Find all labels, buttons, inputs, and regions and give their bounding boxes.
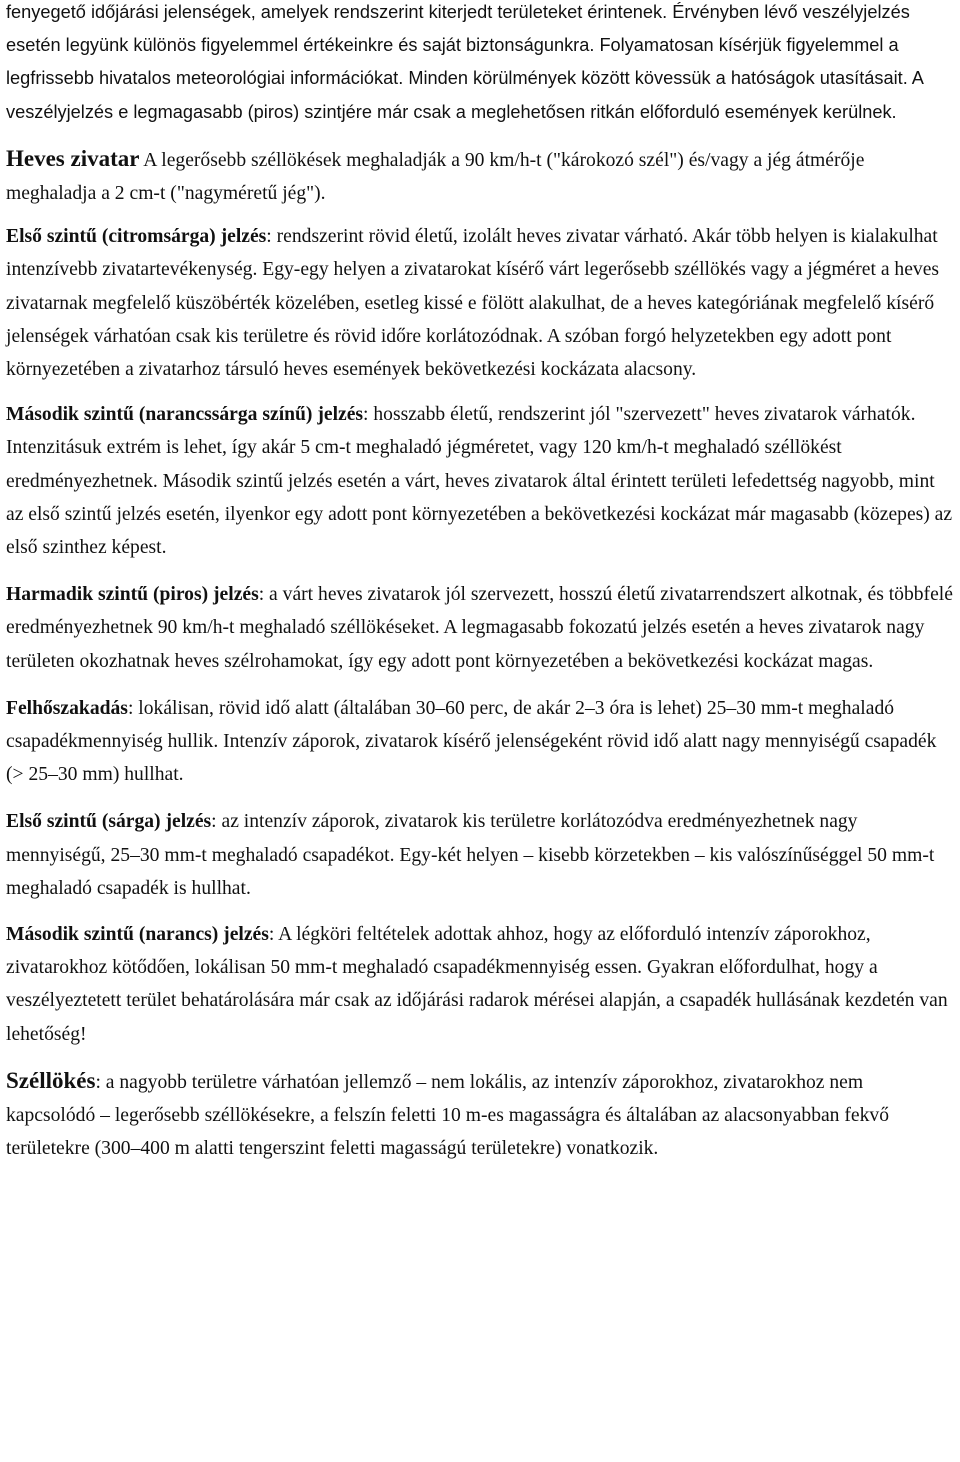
cloudburst-level1-heading: Első szintű (sárga) jelzés bbox=[6, 811, 212, 833]
intro-text: fenyegető időjárási jelenségek, amelyek rendszerint kiterjedt területeket érintenek. Érvényben lévő veszélyjelzés esetén legyünk különös figyelemmel értékeinkre és saját biztonságunkra. Folyamatosan kísérjük figyelemmel a legfrissebb hivatalos meteorológiai információkat. Minden körülmények között kövessük a hatóságok utasításait. A veszélyjelzés e legmagasabb (piros) szintjére már csak a meglehetősen ritkán előforduló események kerülnek. bbox=[6, 2, 923, 122]
storm-level3-heading: Harmadik szintű (piros) jelzés bbox=[6, 584, 259, 606]
document-page bbox=[6, 0, 956, 1166]
cloudburst-text: : lokálisan, rövid idő alatt (általában 30–60 perc, de akár 2–3 óra is lehet) 25–30 mm-t meghaladó csapadékmennyiség hullik. Intenzív záporok, zivatarok kísérő jelenségeként rövid idő alatt nagy mennyiségű csapadék (> 25–30 mm) hullhat. bbox=[6, 697, 937, 786]
storm-definition-paragraph bbox=[6, 142, 956, 210]
gust-text: : a nagyobb területre várhatóan jellemző – nem lokális, az intenzív záporokhoz, zivatarokhoz nem kapcsolódó – legerősebb széllökésekre, a felszín feletti 10 m-es magasságra és általában az alacsonyabban fekvő területekre (300–400 m alatti tengerszint feletti magasságú területekre) vonatkozik. bbox=[6, 1071, 889, 1160]
storm-level1-heading: Első szintű (citromsárga) jelzés bbox=[6, 226, 267, 248]
gust-definition-paragraph bbox=[6, 1064, 956, 1166]
storm-level3-paragraph bbox=[6, 578, 956, 678]
storm-level1-text: : rendszerint rövid életű, izolált heves zivatar várható. Akár több helyen is kialakulhat intenzívebb zivatartevékenység. Egy-egy helyen a zivatarokat kísérő várt legerősebb széllökés vagy a jégméret a heves zivatarnak megfelelő küszöbérték közelében, esetleg kissé e fölött alakulhat, de a heves kategóriának megfelelő kísérő jelenségek várhatóan csak kis területre és rövid időre korlátozódnak. A szóban forgó helyzetekben egy adott pont környezetében a zivatarhoz társuló heves események bekövetkezési kockázata alacsony. bbox=[6, 226, 940, 381]
cloudburst-level1-text: : az intenzív záporok, zivatarok kis területre korlátozódva eredményezhetnek nagy mennyiségű, 25–30 mm-t meghaladó csapadékot. Egy-két helyen – kisebb körzetekben – kis valószínűséggel 50 mm-t meghaladó csapadék is hullhat. bbox=[6, 811, 935, 899]
cloudburst-level2-heading: Második szintű (narancs) jelzés bbox=[6, 924, 269, 946]
storm-text: A legerősebb széllökések meghaladják a 90 km/h-t ("károkozó szél") és/vagy a jég átmérője meghaladja a 2 cm-t ("nagyméretű jég"). bbox=[6, 149, 865, 205]
cloudburst-heading: Felhőszakadás bbox=[6, 697, 128, 719]
cloudburst-level2-paragraph bbox=[6, 918, 956, 1051]
intro-paragraph bbox=[6, 0, 956, 129]
gust-heading: Széllökés bbox=[6, 1067, 96, 1093]
storm-level1-paragraph bbox=[6, 220, 956, 386]
cloudburst-level1-paragraph bbox=[6, 805, 956, 905]
cloudburst-level2-text: : A légköri feltételek adottak ahhoz, hogy az előforduló intenzív záporokhoz, zivatarokhoz kötődően, lokálisan 50 mm-t meghaladó csapadékmennyiség essen. Gyakran előfordulhat, hogy a veszélyeztetett terület behatárolására már csak az időjárási radarok mérései alapján, a csapadék hullásának kezdetén van lehetőség! bbox=[6, 924, 948, 1045]
cloudburst-definition-paragraph bbox=[6, 692, 956, 792]
storm-level2-heading: Második szintű (narancssárga színű) jelzés bbox=[6, 404, 364, 426]
storm-level2-paragraph bbox=[6, 398, 956, 564]
storm-heading: Heves zivatar bbox=[6, 145, 140, 171]
storm-level2-text: : hosszabb életű, rendszerint jól "szervezett" heves zivatarok várhatók. Intenzitásuk extrém is lehet, így akár 5 cm-t meghaladó jégméretet, vagy 120 km/h-t meghaladó széllökést eredményezhetnek. Második szintű jelzés esetén a várt, heves zivatarok által érintett területi lefedettség nagyobb, mint az első szintű jelzés esetén, ilyenkor egy adott pont környezetében a bekövetkezési kockázat már magasabb (közepes) az első szinthez képest. bbox=[6, 404, 953, 559]
storm-level3-text: : a várt heves zivatarok jól szervezett, hosszú életű zivatarrendszert alkotnak, és többfelé eredményezhetnek 90 km/h-t meghaladó széllökéseket. A legmagasabb fokozatú jelzés esetén a heves zivatarok nagy területen okozhatnak heves szélrohamokat, így egy adott pont környezetében a bekövetkezési kockázat magas. bbox=[6, 584, 953, 672]
